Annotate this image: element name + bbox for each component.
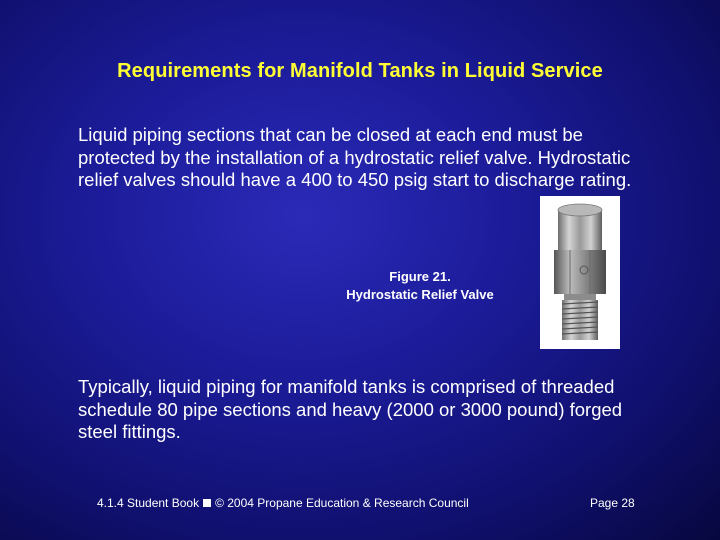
- footer-copyright: © 2004 Propane Education & Research Council: [215, 496, 469, 510]
- square-bullet-icon: [203, 499, 211, 507]
- paragraph-piping: Typically, liquid piping for manifold tanks is comprised of threaded schedule 80 pipe sections and heavy (2000 or 3000 pound) forged steel fittings.: [78, 376, 623, 442]
- footer-credit: [97, 496, 469, 510]
- page-number: Page 28: [590, 496, 635, 510]
- paragraph-relief-valve: Liquid piping sections that can be closed at each end must be protected by the installation of a hydrostatic relief valve. Hydrostatic relief valves should have a 400 to 450 psig start to discharge rating.: [78, 124, 632, 190]
- figure-title: Hydrostatic Relief Valve: [346, 287, 494, 302]
- figure-caption: [310, 268, 530, 304]
- figure-number: Figure 21.: [389, 269, 451, 284]
- relief-valve-illustration: [540, 196, 620, 349]
- footer-book-label: 4.1.4 Student Book: [97, 496, 200, 510]
- relief-valve-image: [540, 196, 620, 349]
- slide-title: Requirements for Manifold Tanks in Liquid Service: [117, 60, 603, 82]
